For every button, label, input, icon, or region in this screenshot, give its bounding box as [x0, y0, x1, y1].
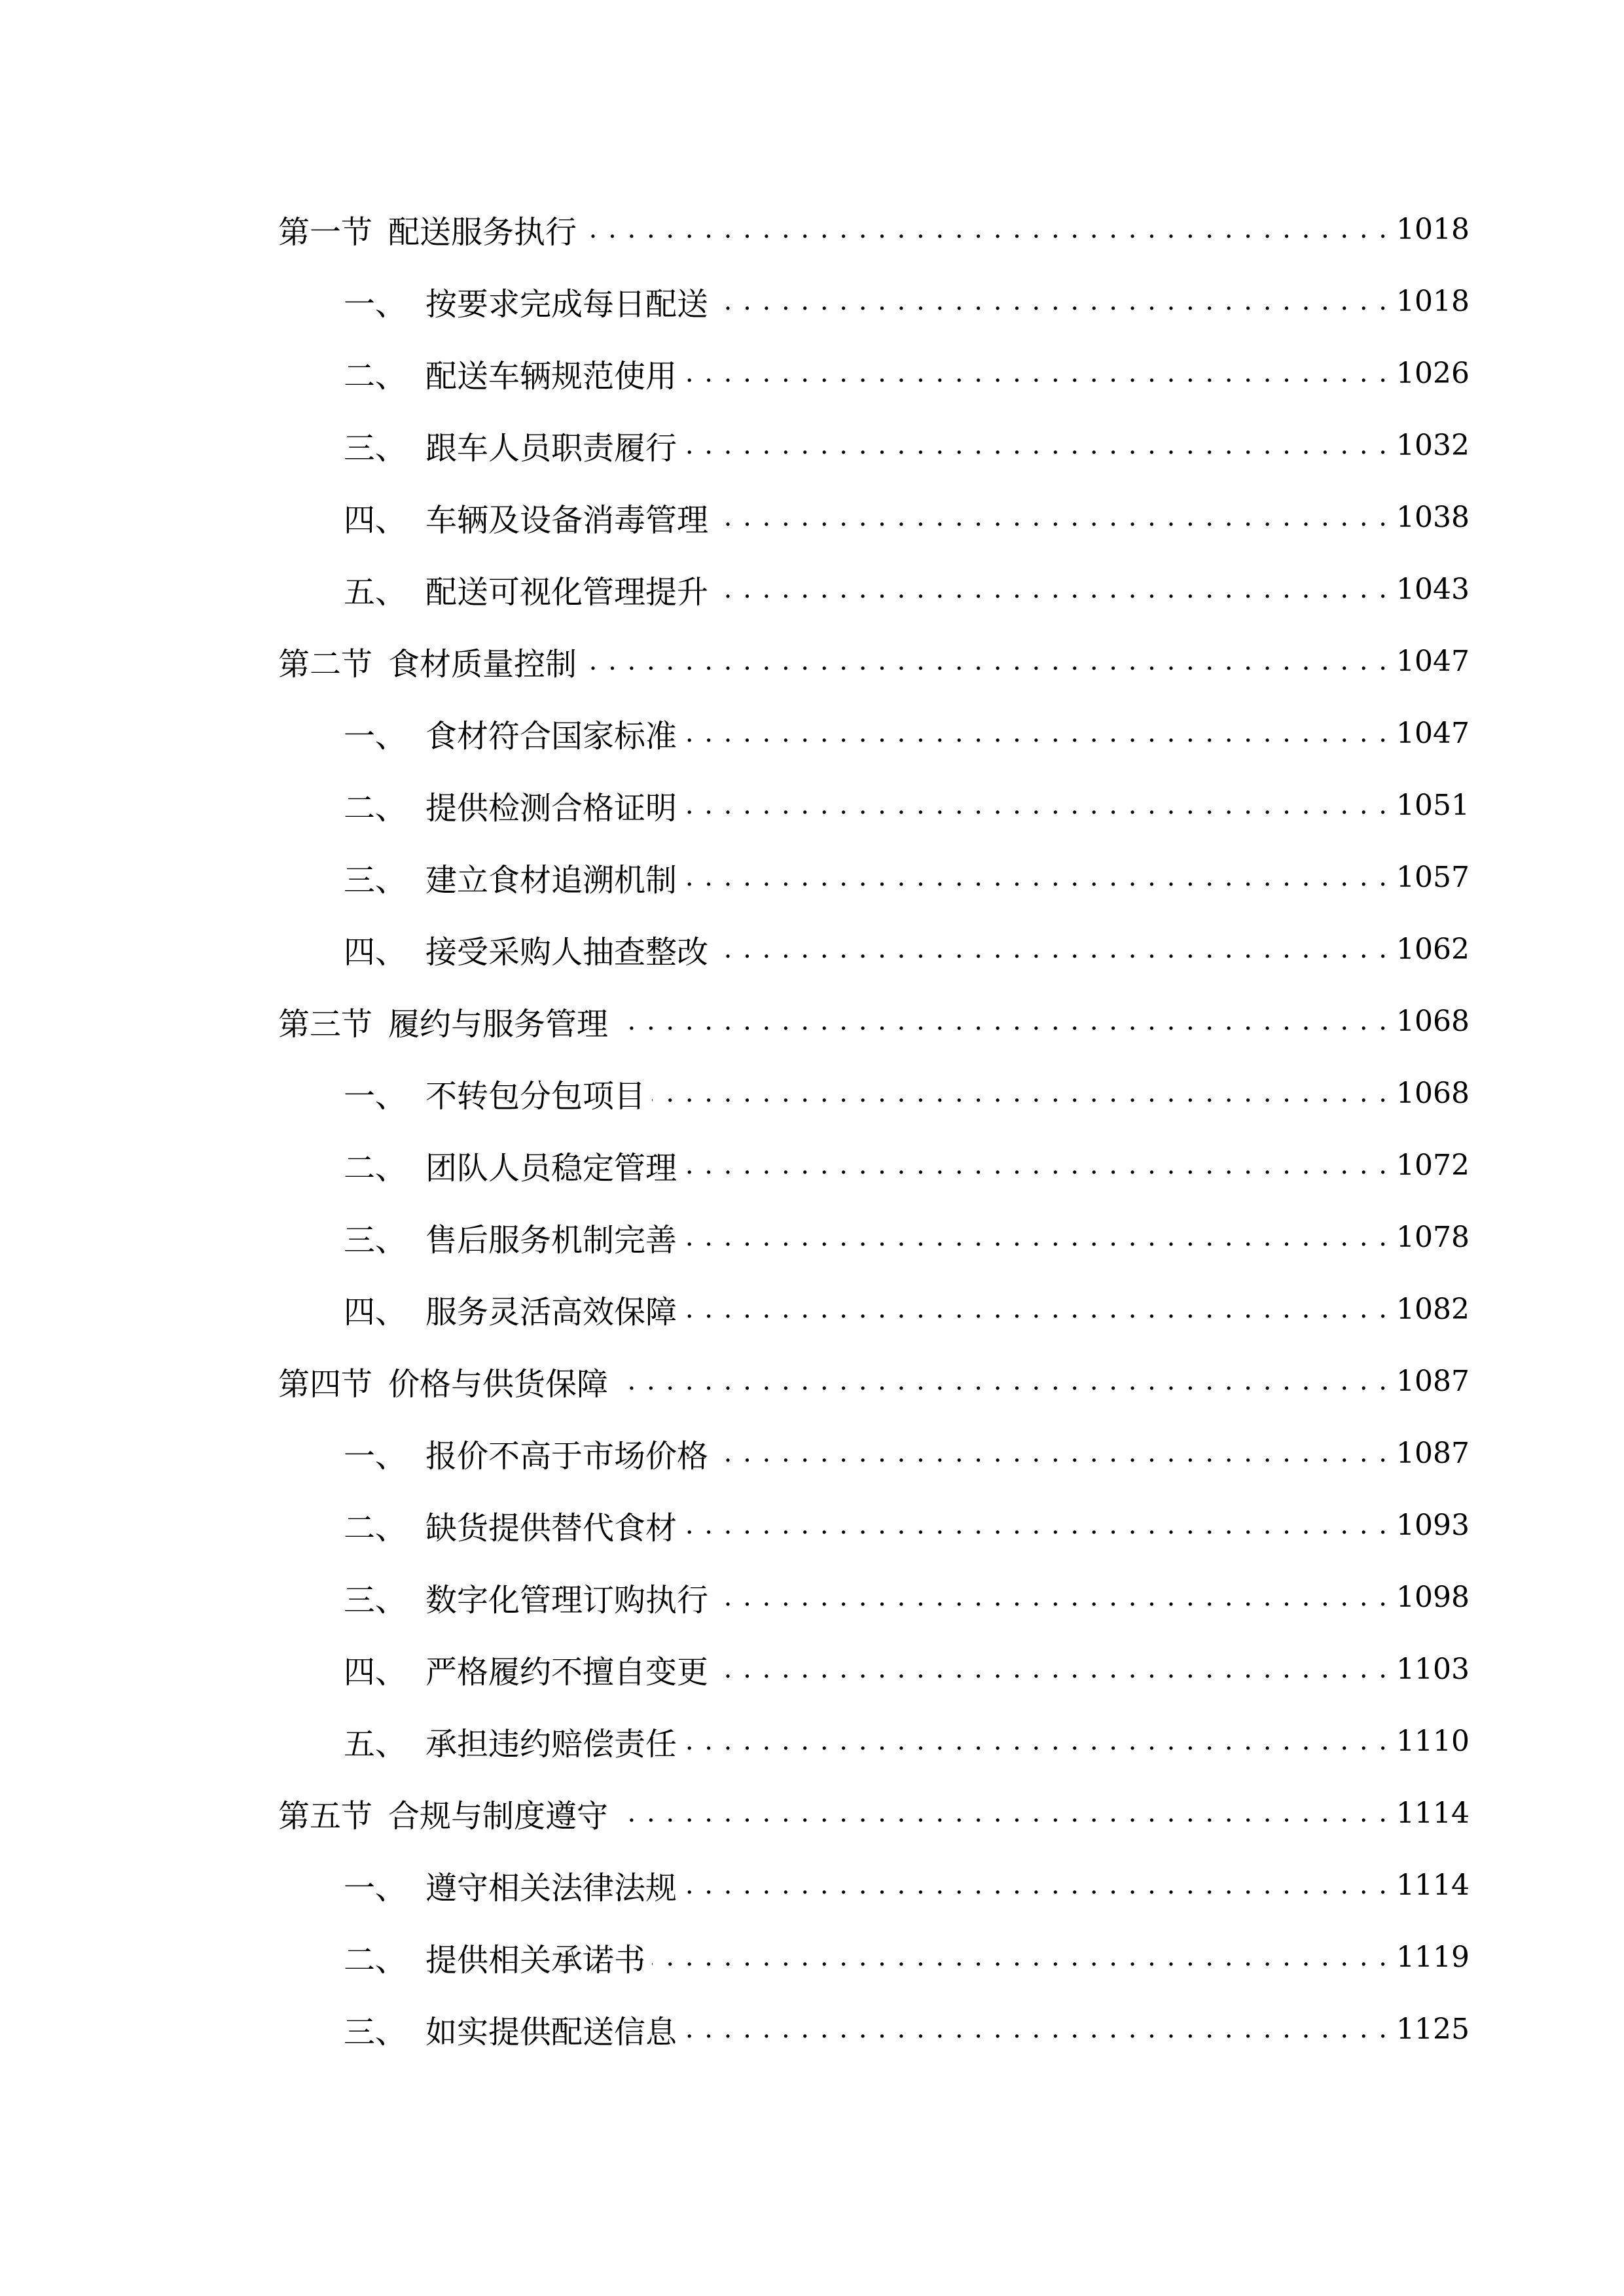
toc-entry-title: 缺货提供替代食材	[425, 1509, 677, 1547]
toc-entry[interactable]	[278, 1993, 1470, 2065]
toc-entry-title: 价格与供货保障	[388, 1365, 609, 1403]
toc-entry-number: 三、	[344, 1581, 407, 1619]
toc-entry-page: 1038	[1396, 500, 1470, 534]
toc-entry-number: 三、	[344, 2013, 407, 2051]
toc-entry-number: 第五节	[278, 1797, 373, 1835]
toc-entry-title: 报价不高于市场价格	[425, 1437, 709, 1475]
toc-entry[interactable]	[278, 769, 1470, 841]
toc-entry-title: 遵守相关法律法规	[425, 1869, 677, 1907]
toc-entry-page: 1087	[1396, 1364, 1470, 1398]
toc-entry-number: 一、	[344, 1869, 407, 1907]
toc-entry-page: 1047	[1396, 644, 1470, 678]
toc-entry-title: 履约与服务管理	[388, 1005, 609, 1043]
dot-leader	[715, 573, 1388, 605]
toc-entry-page: 1057	[1396, 860, 1470, 894]
dot-leader	[615, 1365, 1388, 1397]
dot-leader	[683, 429, 1388, 461]
toc-entry-title: 按要求完成每日配送	[425, 285, 709, 323]
toc-entry-page: 1018	[1396, 212, 1470, 246]
toc-entry-title: 提供相关承诺书	[425, 1941, 646, 1979]
toc-entry[interactable]	[278, 553, 1470, 625]
toc-entry-title: 配送服务执行	[388, 213, 577, 251]
toc-entry-page: 1068	[1396, 1076, 1470, 1110]
toc-entry[interactable]	[278, 1057, 1470, 1129]
dot-leader	[715, 285, 1388, 317]
toc-entry-page: 1047	[1396, 716, 1470, 750]
toc-entry[interactable]	[278, 193, 1470, 265]
toc-entry[interactable]	[278, 985, 1470, 1057]
toc-entry[interactable]	[278, 409, 1470, 481]
toc-entry-title: 配送可视化管理提升	[425, 573, 709, 611]
toc-entry-title: 食材符合国家标准	[425, 717, 677, 755]
toc-entry-number: 三、	[344, 1221, 407, 1259]
toc-entry-number: 五、	[344, 573, 407, 611]
dot-leader	[683, 2013, 1388, 2045]
toc-entry[interactable]	[278, 1129, 1470, 1201]
toc-entry-page: 1093	[1396, 1508, 1470, 1542]
toc-entry[interactable]	[278, 1633, 1470, 1705]
toc-entry-title: 车辆及设备消毒管理	[425, 501, 709, 539]
toc-entry-page: 1082	[1396, 1292, 1470, 1326]
toc-entry[interactable]	[278, 1345, 1470, 1417]
toc-entry-page: 1114	[1396, 1796, 1470, 1830]
toc-entry[interactable]	[278, 1921, 1470, 1993]
dot-leader	[683, 789, 1388, 821]
toc-entry-number: 一、	[344, 1437, 407, 1475]
toc-entry[interactable]	[278, 265, 1470, 337]
toc-entry-title: 跟车人员职责履行	[425, 429, 677, 467]
dot-leader	[583, 213, 1388, 245]
toc-entry-title: 食材质量控制	[388, 645, 577, 683]
dot-leader	[615, 1797, 1388, 1829]
toc-entry-number: 第二节	[278, 645, 373, 683]
toc-entry[interactable]	[278, 1417, 1470, 1489]
toc-entry-number: 一、	[344, 285, 407, 323]
toc-entry-title: 服务灵活高效保障	[425, 1293, 677, 1331]
dot-leader	[683, 717, 1388, 749]
toc-entry[interactable]	[278, 1201, 1470, 1273]
dot-leader	[683, 1293, 1388, 1325]
toc-entry[interactable]	[278, 1489, 1470, 1561]
toc-entry-page: 1032	[1396, 428, 1470, 462]
dot-leader	[683, 357, 1388, 389]
toc-entry-page: 1068	[1396, 1004, 1470, 1038]
toc-entry-page: 1062	[1396, 932, 1470, 966]
toc-entry-number: 二、	[344, 357, 407, 395]
dot-leader	[583, 645, 1388, 677]
toc-entry[interactable]	[278, 841, 1470, 913]
dot-leader	[715, 501, 1388, 533]
toc-entry-page: 1119	[1396, 1940, 1470, 1974]
toc-entry[interactable]	[278, 337, 1470, 409]
toc-entry[interactable]	[278, 1705, 1470, 1777]
toc-entry-title: 提供检测合格证明	[425, 789, 677, 827]
dot-leader	[683, 1509, 1388, 1541]
toc-entry-number: 第三节	[278, 1005, 373, 1043]
toc-entry-title: 承担违约赔偿责任	[425, 1725, 677, 1763]
dot-leader	[683, 1149, 1388, 1181]
toc-entry-number: 二、	[344, 1509, 407, 1547]
toc-entry-title: 售后服务机制完善	[425, 1221, 677, 1259]
toc-entry-number: 一、	[344, 717, 407, 755]
toc-entry-title: 数字化管理订购执行	[425, 1581, 709, 1619]
toc-entry-page: 1087	[1396, 1436, 1470, 1470]
table-of-contents	[278, 193, 1470, 2065]
toc-entry[interactable]	[278, 913, 1470, 985]
toc-entry-page: 1114	[1396, 1868, 1470, 1902]
toc-entry-page: 1072	[1396, 1148, 1470, 1182]
toc-entry-page: 1051	[1396, 788, 1470, 822]
toc-entry[interactable]	[278, 1849, 1470, 1921]
toc-entry-page: 1026	[1396, 356, 1470, 390]
toc-entry-number: 四、	[344, 1293, 407, 1331]
toc-entry-title: 接受采购人抽查整改	[425, 933, 709, 971]
toc-entry[interactable]	[278, 1273, 1470, 1345]
toc-entry-title: 合规与制度遵守	[388, 1797, 609, 1835]
toc-entry-title: 严格履约不擅自变更	[425, 1653, 709, 1691]
toc-entry-title: 配送车辆规范使用	[425, 357, 677, 395]
dot-leader	[683, 1221, 1388, 1253]
toc-entry-number: 三、	[344, 429, 407, 467]
toc-entry-title: 建立食材追溯机制	[425, 861, 677, 899]
dot-leader	[715, 1653, 1388, 1685]
toc-entry[interactable]	[278, 697, 1470, 769]
toc-entry-title: 团队人员稳定管理	[425, 1149, 677, 1187]
toc-entry-number: 五、	[344, 1725, 407, 1763]
toc-entry-number: 四、	[344, 933, 407, 971]
toc-entry-page: 1018	[1396, 284, 1470, 318]
toc-entry-number: 二、	[344, 1941, 407, 1979]
toc-entry-number: 二、	[344, 1149, 407, 1187]
toc-entry-page: 1078	[1396, 1220, 1470, 1254]
toc-entry-title: 如实提供配送信息	[425, 2013, 677, 2051]
toc-entry-page: 1125	[1396, 2012, 1470, 2046]
dot-leader	[715, 1581, 1388, 1613]
dot-leader	[615, 1005, 1388, 1037]
toc-entry-number: 四、	[344, 1653, 407, 1691]
toc-entry-page: 1098	[1396, 1580, 1470, 1614]
toc-entry-page: 1043	[1396, 572, 1470, 606]
toc-entry[interactable]	[278, 481, 1470, 553]
toc-entry[interactable]	[278, 625, 1470, 697]
toc-entry-number: 第一节	[278, 213, 373, 251]
toc-entry-page: 1103	[1396, 1652, 1470, 1686]
toc-entry-number: 二、	[344, 789, 407, 827]
dot-leader	[715, 1437, 1388, 1469]
toc-entry-number: 一、	[344, 1077, 407, 1115]
toc-entry-title: 不转包分包项目	[425, 1077, 646, 1115]
dot-leader	[683, 861, 1388, 893]
toc-entry[interactable]	[278, 1561, 1470, 1633]
dot-leader	[683, 1725, 1388, 1757]
dot-leader	[652, 1941, 1388, 1973]
toc-entry-page: 1110	[1396, 1724, 1470, 1758]
toc-entry-number: 四、	[344, 501, 407, 539]
dot-leader	[715, 933, 1388, 965]
toc-entry-number: 三、	[344, 861, 407, 899]
dot-leader	[683, 1869, 1388, 1901]
toc-entry-number: 第四节	[278, 1365, 373, 1403]
dot-leader	[652, 1077, 1388, 1109]
toc-entry[interactable]	[278, 1777, 1470, 1849]
